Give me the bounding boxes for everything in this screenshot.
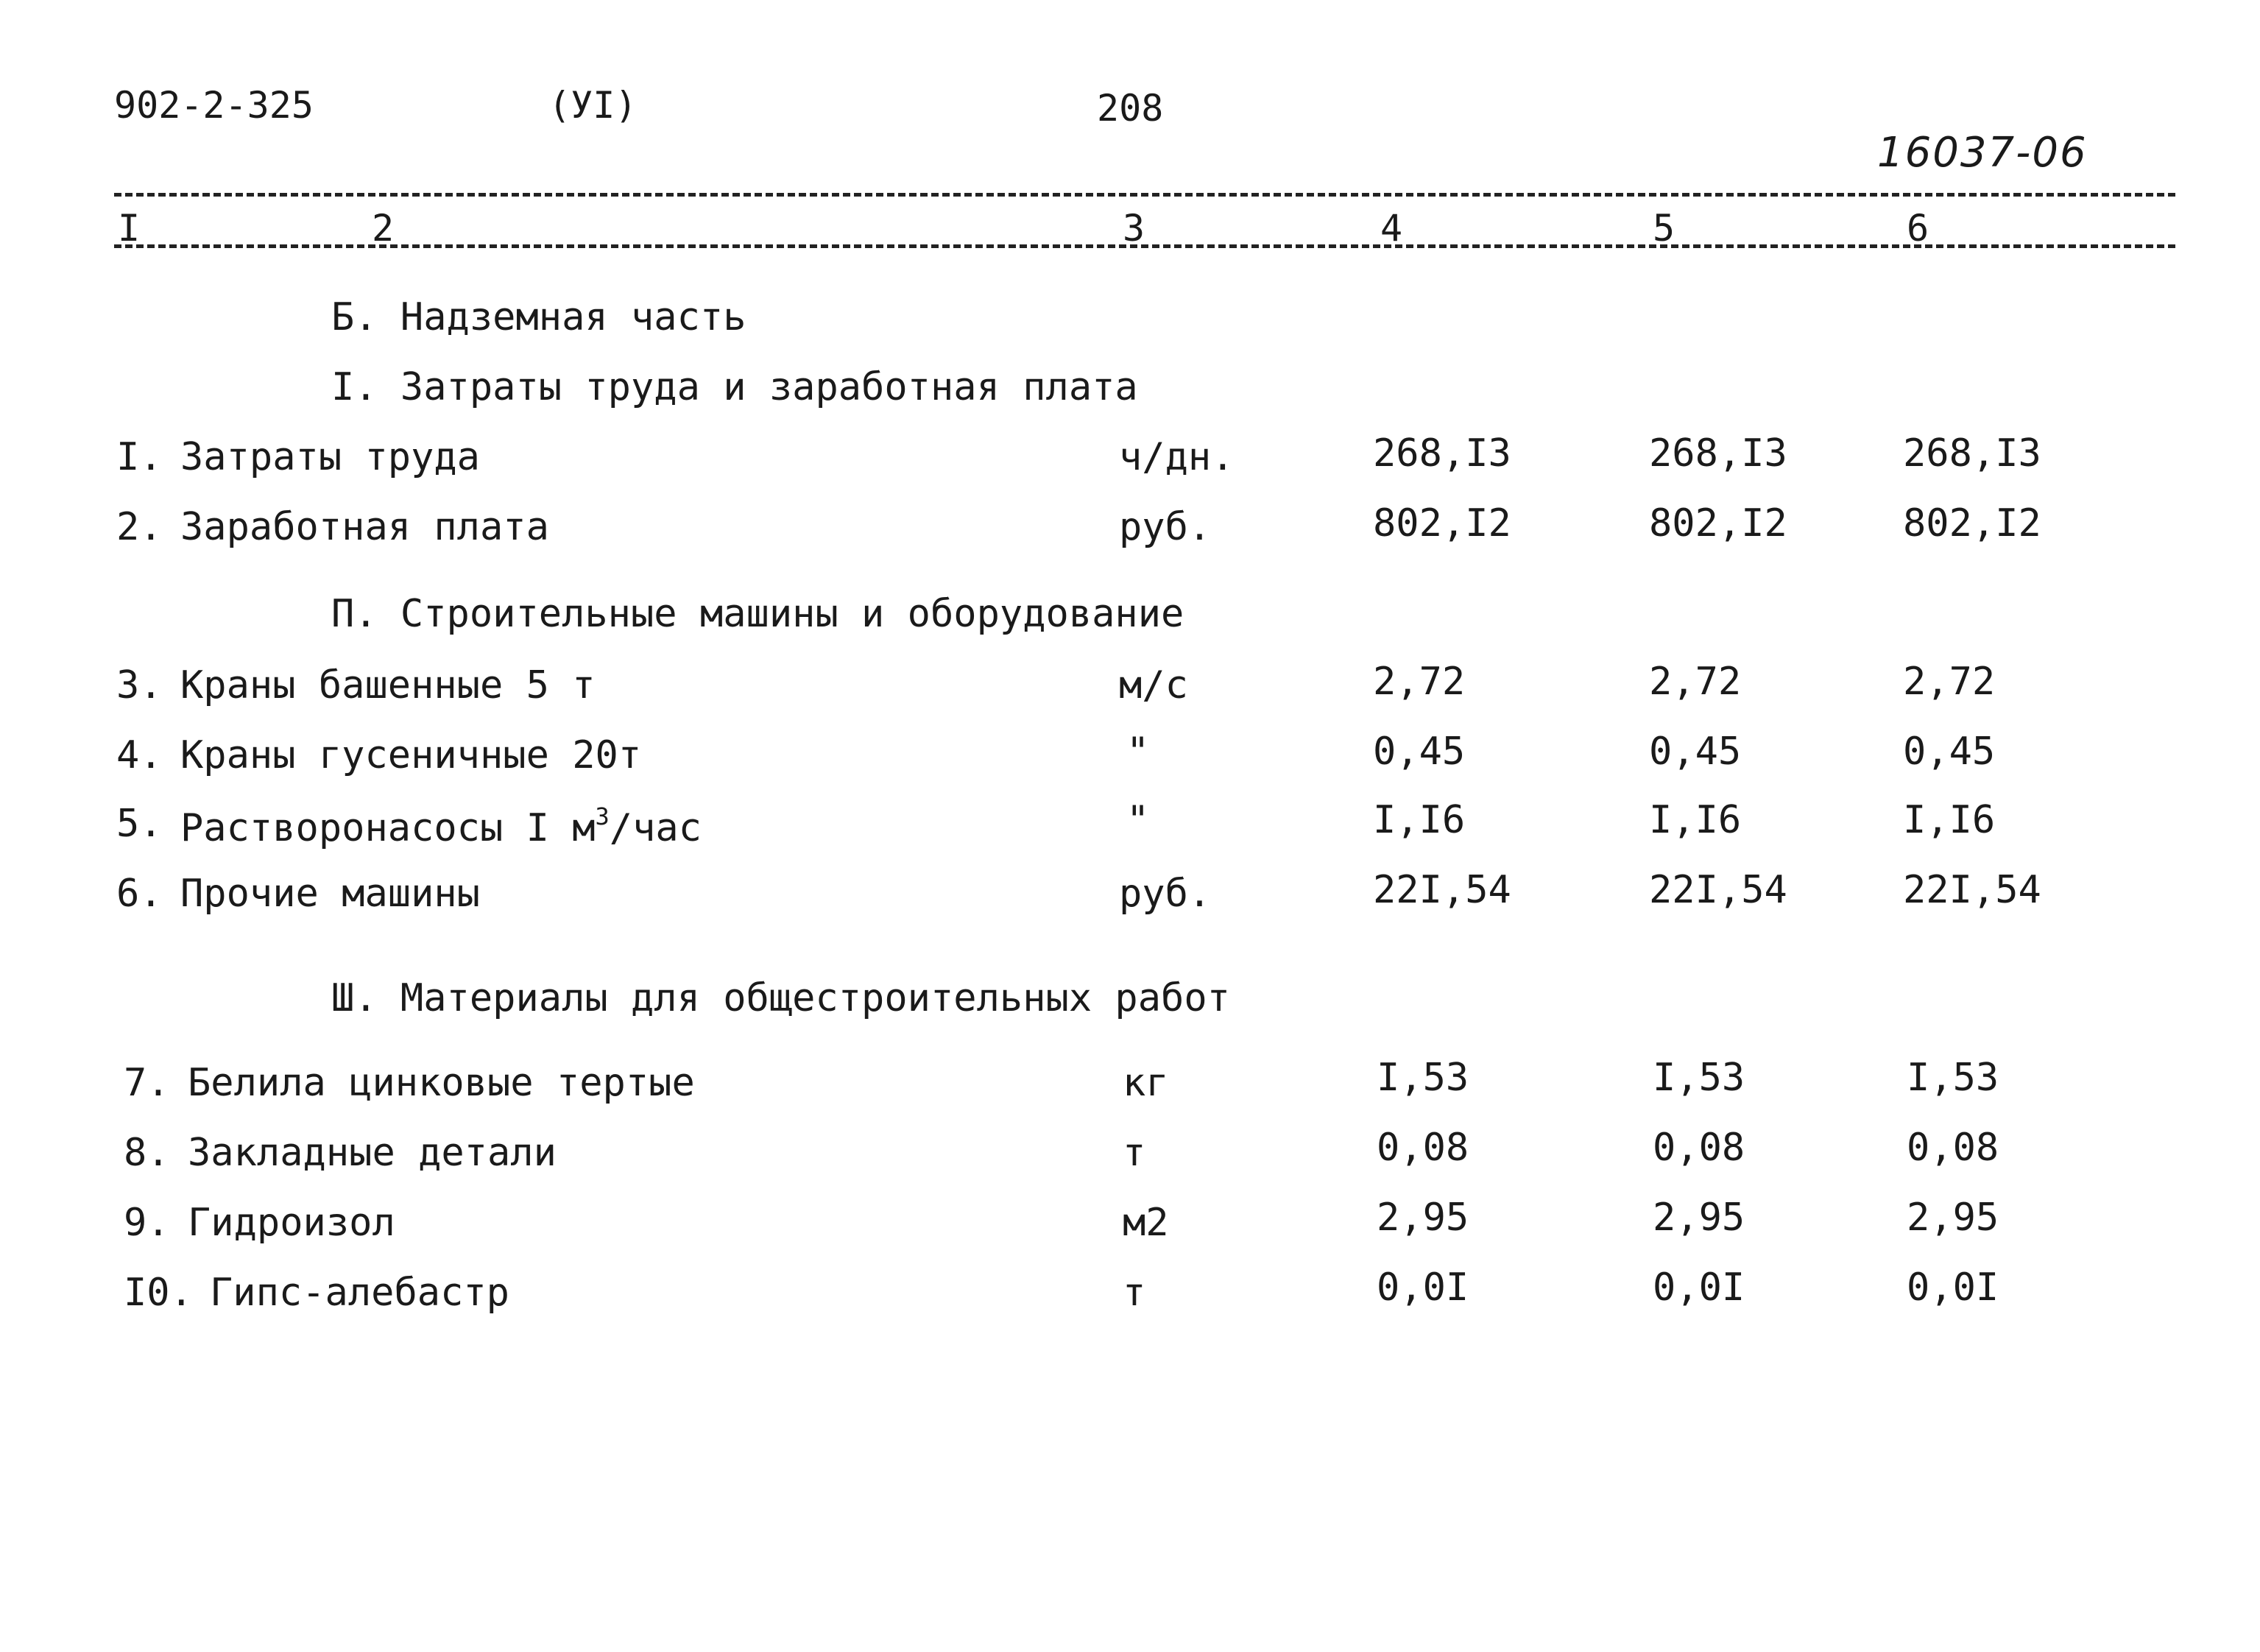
document-code: 902-2-325 xyxy=(114,84,314,127)
header-bottom-rule xyxy=(114,244,2175,248)
section-title: Б. Надземная часть xyxy=(331,295,746,339)
row-value-col6: 0,08 xyxy=(1907,1126,1999,1170)
row-number: 4. xyxy=(116,733,163,777)
row-value-col5: 0,45 xyxy=(1649,730,1742,774)
row-value-col4: 22I,54 xyxy=(1373,868,1511,912)
row-name: Гипс-алебастр xyxy=(210,1271,509,1315)
row-name: Краны башенные 5 т xyxy=(180,663,596,707)
row-unit: т xyxy=(1123,1131,1146,1175)
column-header-5: 5 xyxy=(1653,207,1675,250)
row-value-col4: 0,45 xyxy=(1373,730,1466,774)
row-unit: руб. xyxy=(1119,505,1212,549)
row-unit: кг xyxy=(1123,1061,1169,1105)
row-value-col5: I,I6 xyxy=(1649,798,1742,842)
row-value-col5: 22I,54 xyxy=(1649,868,1787,912)
row-name: Затраты труда xyxy=(180,435,480,479)
row-value-col6: 22I,54 xyxy=(1903,868,2041,912)
column-header-2: 2 xyxy=(372,207,395,250)
row-name: Гидроизол xyxy=(188,1201,395,1245)
top-rule xyxy=(114,193,2175,197)
row-name: Растворонасосы I $м^3$/час xyxy=(180,802,702,850)
row-value-col6: 0,0I xyxy=(1907,1266,1999,1310)
row-value-col5: 0,0I xyxy=(1653,1266,1745,1310)
row-unit-ditto: " xyxy=(1126,730,1150,774)
row-unit: т xyxy=(1123,1271,1146,1315)
row-value-col6: 2,95 xyxy=(1907,1196,1999,1240)
row-value-col4: I,53 xyxy=(1377,1056,1469,1100)
page-number: 208 xyxy=(1097,87,1164,130)
row-number: 8. xyxy=(124,1131,170,1175)
row-name: Белила цинковые тертые xyxy=(188,1061,695,1105)
row-number: 5. xyxy=(116,802,163,846)
row-number: 6. xyxy=(116,872,163,916)
group-title: I. Затраты труда и заработная плата xyxy=(331,365,1138,409)
row-value-col4: 268,I3 xyxy=(1373,431,1511,476)
row-unit: м/с xyxy=(1119,663,1188,707)
row-value-col6: I,53 xyxy=(1907,1056,1999,1100)
row-number: 2. xyxy=(116,505,163,549)
row-number: I0. xyxy=(124,1271,193,1315)
row-name: Закладные детали xyxy=(188,1131,557,1175)
row-value-col5: I,53 xyxy=(1653,1056,1745,1100)
row-value-col4: I,I6 xyxy=(1373,798,1466,842)
row-unit: руб. xyxy=(1119,872,1212,916)
row-name: Заработная плата xyxy=(180,505,549,549)
column-header-1: I xyxy=(118,207,141,250)
row-value-col6: 268,I3 xyxy=(1903,431,2041,476)
row-value-col5: 2,72 xyxy=(1649,660,1742,704)
row-value-col4: 802,I2 xyxy=(1373,501,1511,546)
row-unit-ditto: " xyxy=(1126,798,1150,842)
row-value-col4: 0,08 xyxy=(1377,1126,1469,1170)
volume-label: (УI) xyxy=(548,84,638,127)
row-unit: ч/дн. xyxy=(1119,435,1235,479)
row-value-col6: I,I6 xyxy=(1903,798,1996,842)
column-header-6: 6 xyxy=(1907,207,1929,250)
row-name: Прочие машины xyxy=(180,872,480,916)
row-number: 7. xyxy=(124,1061,170,1105)
column-header-3: 3 xyxy=(1123,207,1145,250)
row-value-col6: 2,72 xyxy=(1903,660,1996,704)
row-value-col5: 802,I2 xyxy=(1649,501,1787,546)
row-name: Краны гусеничные 20т xyxy=(180,733,642,777)
row-number: 3. xyxy=(116,663,163,707)
group-title: П. Строительные машины и оборудование xyxy=(331,592,1184,636)
row-unit: м2 xyxy=(1123,1201,1169,1245)
row-value-col4: 2,72 xyxy=(1373,660,1466,704)
row-value-col6: 0,45 xyxy=(1903,730,1996,774)
group-title: Ш. Материалы для общестроительных работ xyxy=(331,976,1230,1020)
row-number: 9. xyxy=(124,1201,170,1245)
row-value-col5: 2,95 xyxy=(1653,1196,1745,1240)
inventory-number: 16037-06 xyxy=(1877,129,2088,177)
row-value-col5: 0,08 xyxy=(1653,1126,1745,1170)
row-value-col6: 802,I2 xyxy=(1903,501,2041,546)
row-value-col5: 268,I3 xyxy=(1649,431,1787,476)
row-value-col4: 0,0I xyxy=(1377,1266,1469,1310)
row-value-col4: 2,95 xyxy=(1377,1196,1469,1240)
row-number: I. xyxy=(116,435,163,479)
column-header-4: 4 xyxy=(1380,207,1403,250)
